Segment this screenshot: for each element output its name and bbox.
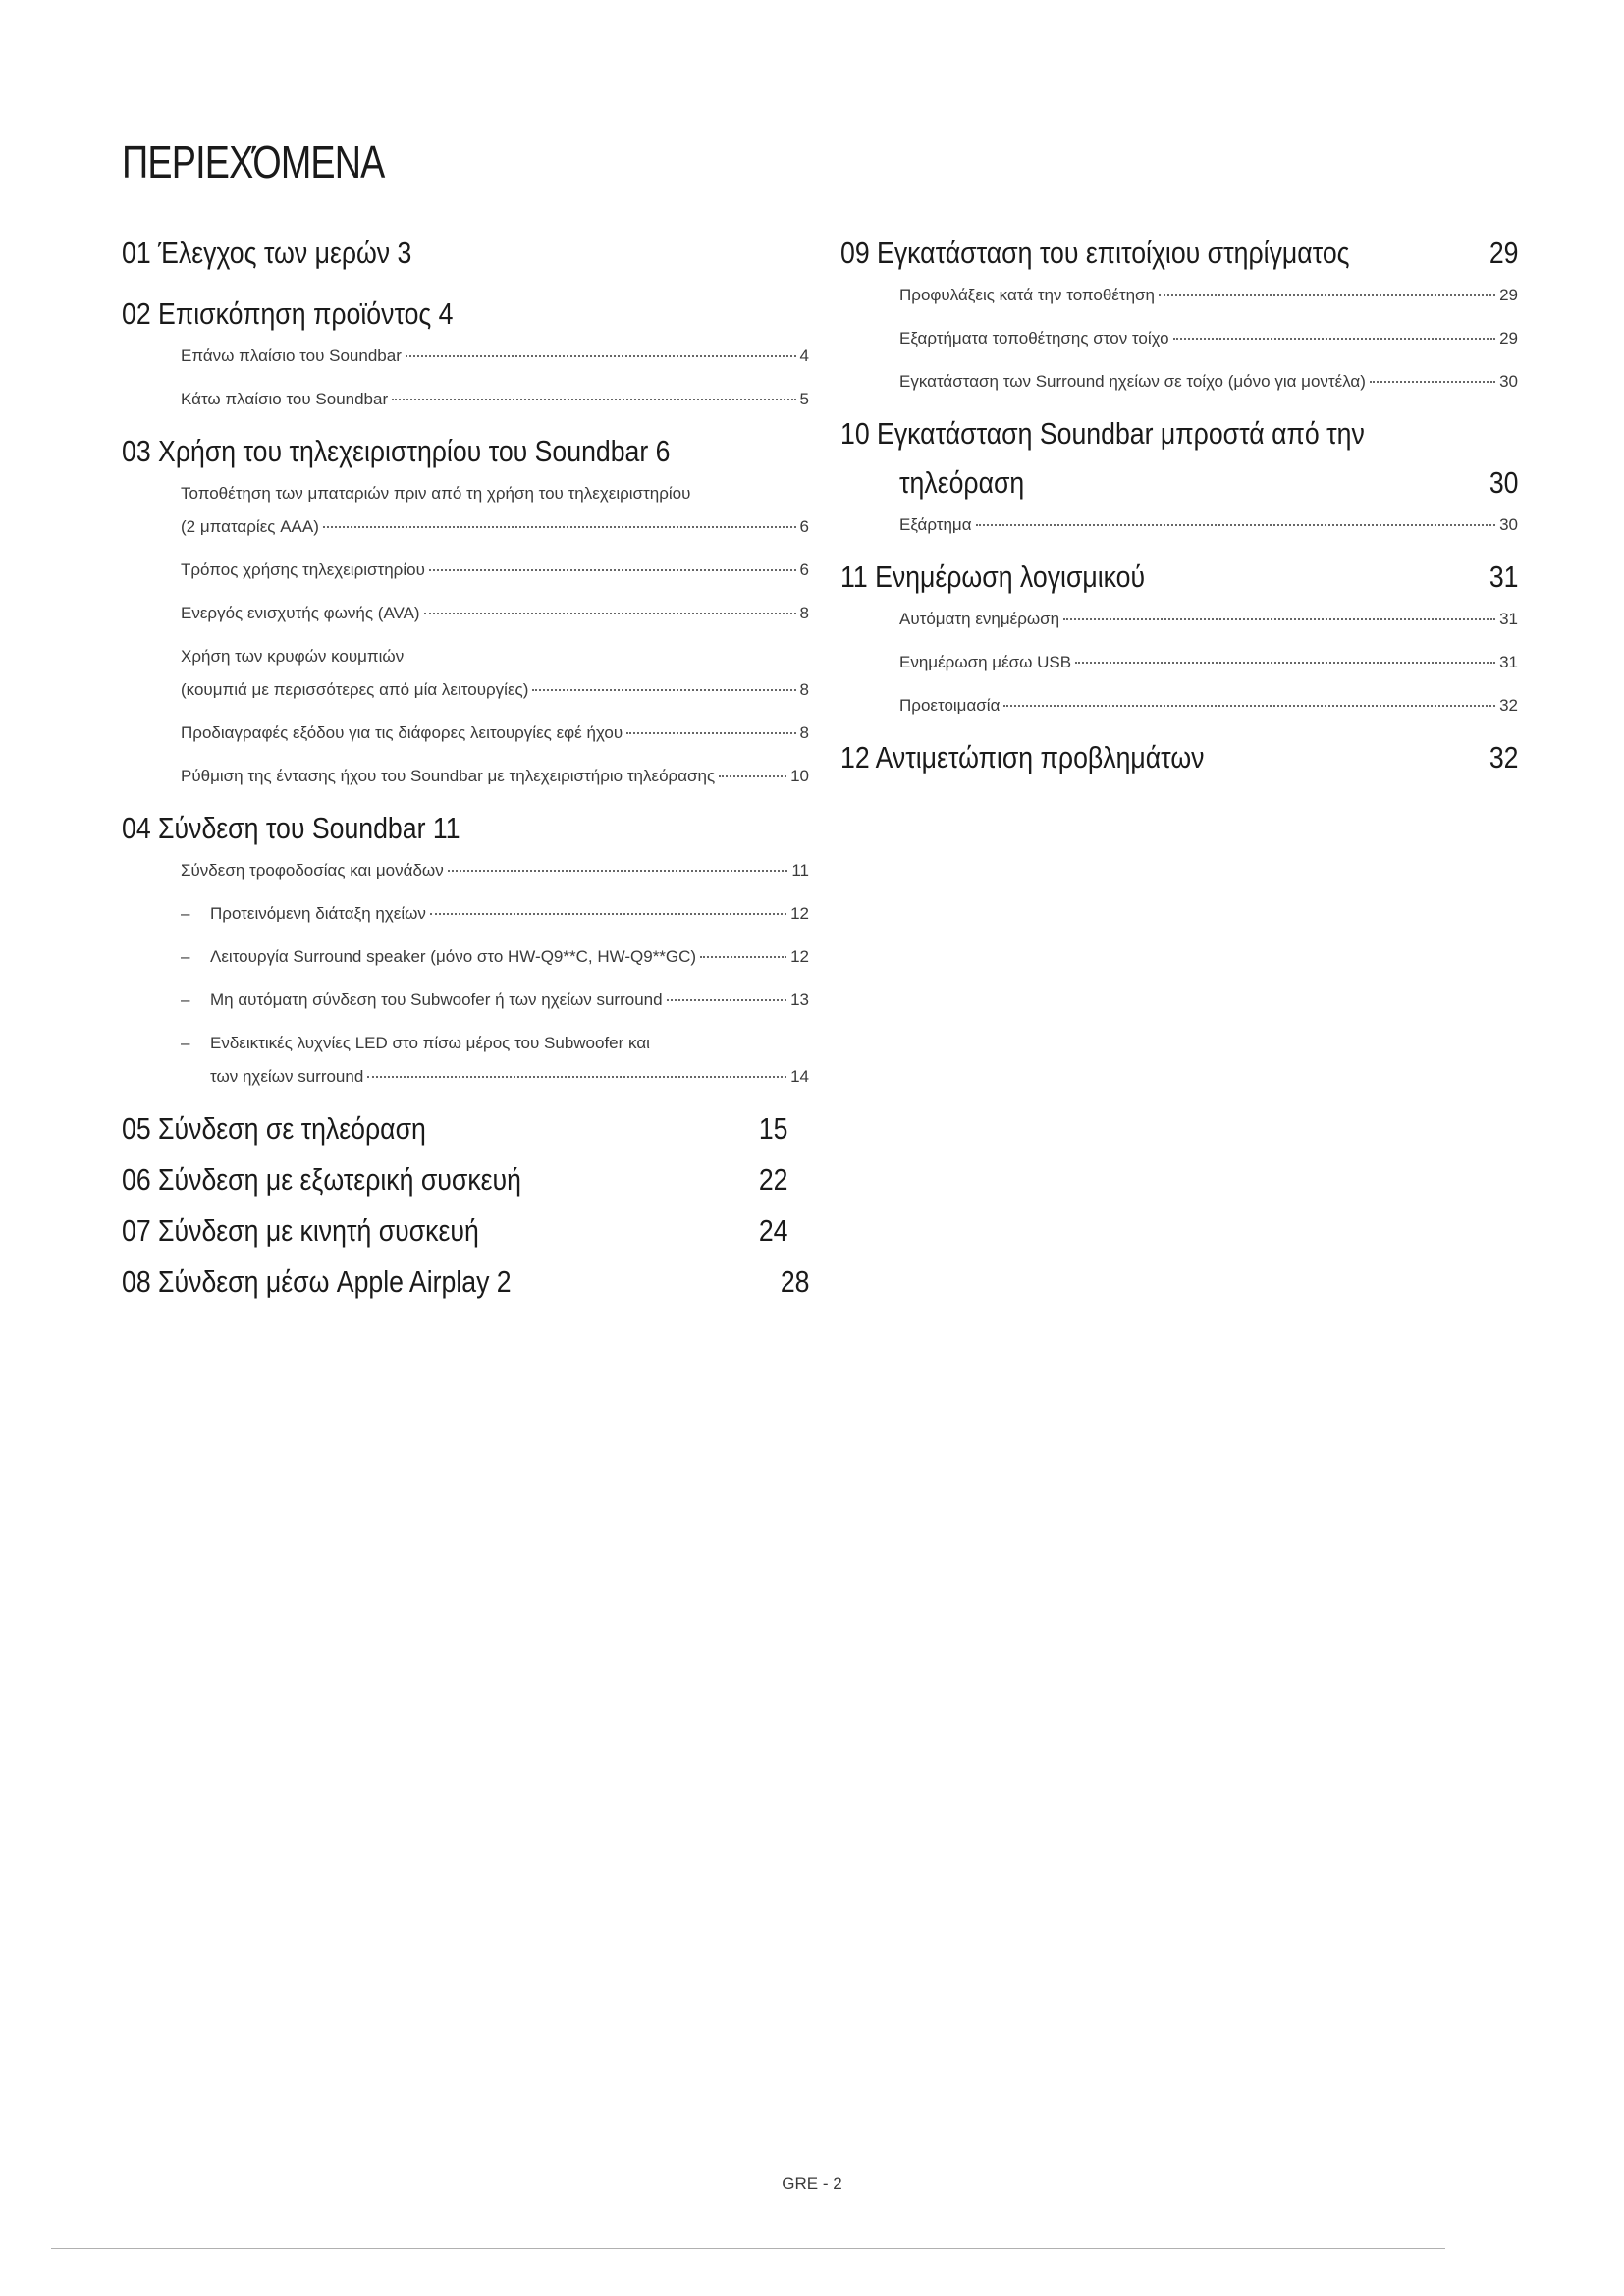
entry-page: 12 xyxy=(790,904,809,923)
entry-page: 11 xyxy=(791,861,809,880)
section-title: 06 Σύνδεση με εξωτερική συσκευή xyxy=(122,1162,521,1197)
toc-entry[interactable] xyxy=(181,603,809,624)
entry-title: Ρύθμιση της έντασης ήχου του Soundbar με τηλεχειριστήριο τηλεόρασης xyxy=(181,767,716,785)
toc-entries xyxy=(840,285,1518,393)
section-title: 12 Αντιμετώπιση προβλημάτων xyxy=(840,740,1205,774)
dot-leader xyxy=(626,731,795,734)
entry-title: Ενεργός ενισχυτής φωνής (AVA) xyxy=(181,604,420,622)
entry-title: Σύνδεση τροφοδοσίας και μονάδων xyxy=(181,861,444,880)
toc-section-07 xyxy=(122,1211,809,1251)
dot-leader xyxy=(429,568,796,571)
entry-page: 31 xyxy=(1499,653,1518,671)
dot-leader xyxy=(406,354,796,357)
entry-page: 6 xyxy=(799,561,809,579)
entry-title: των ηχείων surround xyxy=(210,1067,364,1086)
dot-leader xyxy=(532,688,795,691)
section-heading-line1[interactable] xyxy=(840,414,1518,454)
entry-page: 29 xyxy=(1499,329,1518,347)
section-heading[interactable] xyxy=(122,432,809,471)
page-number: GRE - 2 xyxy=(782,2174,842,2193)
entry-title: Προτεινόμενη διάταξη ηχείων xyxy=(210,904,426,923)
toc-entries xyxy=(840,609,1518,717)
entry-title: (2 μπαταρίες AAA) xyxy=(181,517,319,536)
entry-page: 5 xyxy=(799,390,809,408)
dot-leader xyxy=(1003,704,1495,707)
section-title: 05 Σύνδεση σε τηλεόραση xyxy=(122,1111,426,1146)
toc-section-10 xyxy=(840,414,1518,536)
entry-page: 10 xyxy=(790,767,809,785)
section-heading[interactable] xyxy=(840,234,1518,273)
entry-title: Κάτω πλαίσιο του Soundbar xyxy=(181,390,389,408)
section-title: 03 Χρήση του τηλεχειριστηρίου του Soundbar 6 xyxy=(122,434,671,468)
entry-title: (κουμπιά με περισσότερες από μία λειτουργίες) xyxy=(181,680,529,699)
section-title: 04 Σύνδεση του Soundbar 11 xyxy=(122,811,460,845)
toc-left-column xyxy=(122,234,809,1313)
entry-title: Λειτουργία Surround speaker (μόνο στο HW-Q9**C, HW-Q9**GC) xyxy=(210,947,697,966)
dot-leader xyxy=(448,869,788,872)
entry-page: 13 xyxy=(790,990,809,1009)
dash-bullet: – xyxy=(181,947,190,966)
toc-entry[interactable] xyxy=(181,989,809,1011)
toc-section-03 xyxy=(122,432,809,787)
section-page: 22 xyxy=(758,1162,787,1197)
toc-entry[interactable] xyxy=(181,1033,809,1088)
entry-title: Εγκατάσταση των Surround ηχείων σε τοίχο (μόνο για μοντέλα) xyxy=(899,372,1366,391)
entry-title: Προφυλάξεις κατά την τοποθέτηση xyxy=(899,286,1155,304)
entry-title: Προετοιμασία xyxy=(899,696,1001,715)
toc-entry[interactable] xyxy=(181,722,809,744)
section-title: 09 Εγκατάσταση του επιτοίχιου στηρίγματος xyxy=(840,236,1350,270)
section-heading[interactable] xyxy=(122,234,809,273)
toc-entry[interactable] xyxy=(181,560,809,581)
dash-bullet: – xyxy=(181,990,190,1009)
entry-page: 31 xyxy=(1499,610,1518,628)
dot-leader xyxy=(719,774,786,777)
toc-section-09 xyxy=(840,234,1518,393)
entry-page: 4 xyxy=(799,347,809,365)
section-page: 15 xyxy=(758,1111,787,1146)
toc-entries xyxy=(122,860,809,1088)
entry-title: Επάνω πλαίσιο του Soundbar xyxy=(181,347,402,365)
entry-title: Αυτόματη ενημέρωση xyxy=(899,610,1060,628)
section-heading[interactable] xyxy=(840,558,1518,597)
toc-entry[interactable] xyxy=(181,389,809,410)
entry-page: 8 xyxy=(799,680,809,699)
section-page: 30 xyxy=(1489,465,1518,500)
dash-bullet: – xyxy=(181,1034,190,1052)
section-page: 31 xyxy=(1489,560,1518,594)
entry-title: Προδιαγραφές εξόδου για τις διάφορες λειτουργίες εφέ ήχου xyxy=(181,723,623,742)
entry-page: 6 xyxy=(799,517,809,536)
toc-section-02 xyxy=(122,294,809,410)
toc-section-11 xyxy=(840,558,1518,717)
entry-page: 12 xyxy=(790,947,809,966)
dot-leader xyxy=(323,525,796,528)
toc-entry[interactable] xyxy=(181,646,809,701)
section-title: 07 Σύνδεση με κινητή συσκευή xyxy=(122,1213,479,1248)
toc-entry[interactable] xyxy=(181,946,809,968)
entry-page: 30 xyxy=(1499,372,1518,391)
toc-entry[interactable] xyxy=(181,903,809,925)
dot-leader xyxy=(1159,294,1495,296)
entry-page: 30 xyxy=(1499,515,1518,534)
dot-leader xyxy=(1173,337,1496,340)
section-heading[interactable] xyxy=(122,1211,809,1251)
toc-entry[interactable] xyxy=(899,285,1518,306)
section-heading[interactable] xyxy=(122,294,809,334)
entry-title-line1: Τοποθέτηση των μπαταριών πριν από τη χρήση του τηλεχειριστηρίου xyxy=(181,484,691,503)
entry-page: 8 xyxy=(799,604,809,622)
entry-title: Εξάρτημα xyxy=(899,515,972,534)
toc-entry[interactable] xyxy=(181,346,809,367)
section-page: 24 xyxy=(758,1213,787,1248)
toc-section-05 xyxy=(122,1109,809,1148)
dot-leader xyxy=(367,1075,786,1078)
dot-leader xyxy=(1063,617,1495,620)
entry-title: Εξαρτήματα τοποθέτησης στον τοίχο xyxy=(899,329,1169,347)
toc-right-column xyxy=(840,234,1518,789)
toc-entry[interactable] xyxy=(899,695,1518,717)
entry-page: 29 xyxy=(1499,286,1518,304)
section-heading[interactable] xyxy=(122,1160,809,1200)
entry-title: Μη αυτόματη σύνδεση του Subwoofer ή των ηχείων surround xyxy=(210,990,663,1009)
toc-entry[interactable] xyxy=(899,652,1518,673)
section-title: 02 Επισκόπηση προϊόντος 4 xyxy=(122,296,454,331)
section-title: 08 Σύνδεση μέσω Apple Airplay 2 xyxy=(122,1264,512,1299)
entry-page: 32 xyxy=(1499,696,1518,715)
toc-section-01 xyxy=(122,234,809,273)
footer-divider xyxy=(51,2248,1445,2249)
entry-title: Τρόπος χρήσης τηλεχειριστηρίου xyxy=(181,561,425,579)
dot-leader xyxy=(1075,661,1495,664)
toc-entries xyxy=(122,346,809,410)
page-title: ΠΕΡΙΕΧΌΜΕΝΑ xyxy=(122,136,385,187)
section-page: 29 xyxy=(1489,236,1518,270)
dot-leader xyxy=(700,955,786,958)
dot-leader xyxy=(424,612,796,614)
dot-leader xyxy=(1370,380,1495,383)
toc-entry[interactable] xyxy=(181,766,809,787)
toc-entry[interactable] xyxy=(181,483,809,538)
section-heading[interactable] xyxy=(122,1109,809,1148)
toc-entries xyxy=(122,483,809,787)
entry-page: 14 xyxy=(790,1067,809,1086)
entry-page: 8 xyxy=(799,723,809,742)
section-title: 10 Εγκατάσταση Soundbar μπροστά από την xyxy=(840,416,1365,451)
section-title: 11 Ενημέρωση λογισμικού xyxy=(840,560,1146,594)
section-page: 28 xyxy=(780,1264,809,1299)
section-heading[interactable] xyxy=(840,738,1518,777)
dash-bullet: – xyxy=(181,904,190,923)
toc-entry[interactable] xyxy=(899,328,1518,349)
toc-entries xyxy=(840,514,1518,536)
dot-leader xyxy=(392,398,795,400)
entry-title-line1: Ενδεικτικές λυχνίες LED στο πίσω μέρος του Subwoofer και xyxy=(210,1034,650,1052)
section-title-cont: τηλεόραση xyxy=(899,465,1025,500)
toc-section-06 xyxy=(122,1160,809,1200)
dot-leader xyxy=(976,523,1496,526)
section-heading[interactable] xyxy=(122,809,809,848)
dot-leader xyxy=(430,912,786,915)
toc-entry[interactable] xyxy=(899,609,1518,630)
entry-title: Ενημέρωση μέσω USB xyxy=(899,653,1072,671)
section-heading[interactable] xyxy=(122,1262,809,1302)
section-heading-line2[interactable] xyxy=(840,463,1518,503)
section-page: 32 xyxy=(1489,740,1518,774)
entry-title-line1: Χρήση των κρυφών κουμπιών xyxy=(181,647,405,666)
toc-entry[interactable] xyxy=(899,371,1518,393)
toc-entry[interactable] xyxy=(181,860,809,881)
dot-leader xyxy=(667,998,787,1001)
toc-section-04 xyxy=(122,809,809,1088)
section-title: 01 Έλεγχος των μερών 3 xyxy=(122,236,412,270)
toc-entry[interactable] xyxy=(899,514,1518,536)
toc-section-12 xyxy=(840,738,1518,777)
toc-section-08 xyxy=(122,1262,809,1302)
